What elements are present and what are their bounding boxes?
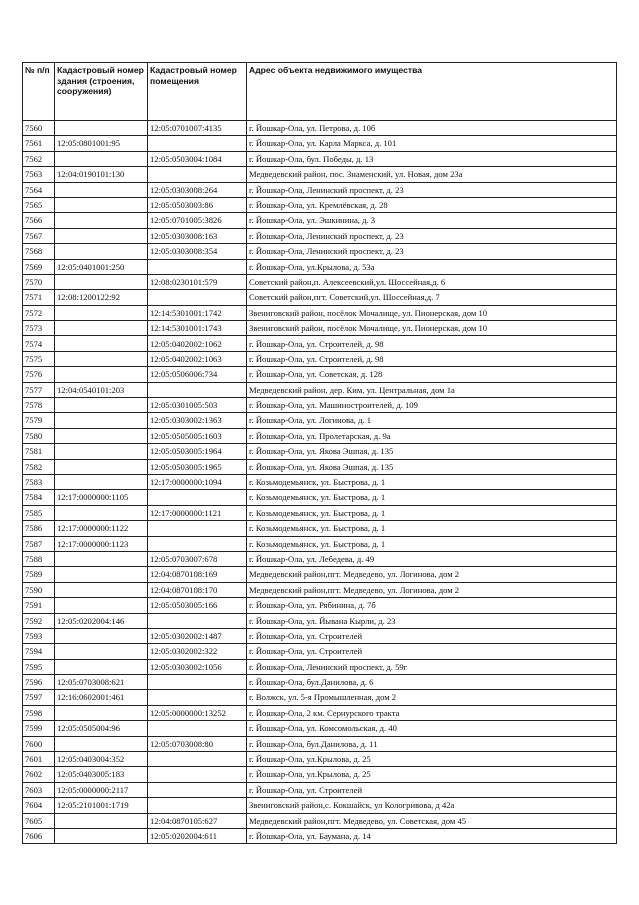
object-address: г. Йошкар-Ола, ул.Крылова, д. 53а (247, 259, 617, 274)
room-cadastral-number: 12:05:0703008:80 (148, 736, 247, 751)
table-row (23, 459, 617, 474)
room-cadastral-number (148, 382, 247, 397)
object-address: Медведевский район, дер. Ким, ул. Центральная, дом 1а (247, 382, 617, 397)
object-address: Медведевский район,пгт. Медведево, ул. Логинова, дом 2 (247, 567, 617, 582)
row-number: 7593 (23, 628, 55, 643)
row-number: 7564 (23, 182, 55, 197)
table-row (23, 136, 617, 151)
building-cadastral-number: 12:05:0505004:96 (55, 721, 148, 736)
row-number: 7592 (23, 613, 55, 628)
building-cadastral-number: 12:05:0000000:2117 (55, 782, 148, 797)
row-number: 7569 (23, 259, 55, 274)
object-address: г. Йошкар-Ола, ул. Якова Эшпая, д. 135 (247, 459, 617, 474)
row-number: 7577 (23, 382, 55, 397)
building-cadastral-number: 12:05:0202004:146 (55, 613, 148, 628)
table-row (23, 782, 617, 797)
row-number: 7568 (23, 244, 55, 259)
header-building-cadastral: Кадастровый номер здания (строения, сооружения) (55, 63, 148, 121)
building-cadastral-number (55, 474, 148, 489)
building-cadastral-number: 12:05:0401001:250 (55, 259, 148, 274)
row-number: 7589 (23, 567, 55, 582)
room-cadastral-number: 12:05:0303002:1056 (148, 659, 247, 674)
building-cadastral-number (55, 828, 148, 843)
building-cadastral-number (55, 336, 148, 351)
table-row (23, 505, 617, 520)
room-cadastral-number (148, 782, 247, 797)
property-table (22, 62, 617, 844)
row-number: 7574 (23, 336, 55, 351)
table-row (23, 351, 617, 366)
object-address: г. Йошкар-Ола, ул. Эшкинина, д. 3 (247, 213, 617, 228)
table-row (23, 536, 617, 551)
building-cadastral-number (55, 182, 148, 197)
table-row (23, 274, 617, 289)
room-cadastral-number: 12:05:0503003:86 (148, 197, 247, 212)
room-cadastral-number (148, 536, 247, 551)
room-cadastral-number: 12:17:0000000:1121 (148, 505, 247, 520)
row-number: 7598 (23, 705, 55, 720)
table-row (23, 321, 617, 336)
object-address: г. Йошкар-Ола, ул. Машиностроителей, д. 109 (247, 398, 617, 413)
building-cadastral-number (55, 551, 148, 566)
object-address: Медведевский район, пос. Знаменский, ул. Новая, дом 23а (247, 167, 617, 182)
object-address: г. Йошкар-Ола, ул.Крылова, д. 25 (247, 752, 617, 767)
table-row (23, 798, 617, 813)
table-row (23, 290, 617, 305)
object-address: г. Йошкар-Ола, ул. Комсомольская, д. 40 (247, 721, 617, 736)
room-cadastral-number (148, 767, 247, 782)
object-address: г. Йошкар-Ола, ул. Строителей (247, 782, 617, 797)
row-number: 7578 (23, 398, 55, 413)
object-address: г. Йошкар-Ола, Ленинский проспект, д. 23 (247, 182, 617, 197)
row-number: 7565 (23, 197, 55, 212)
object-address: г. Йошкар-Ола, Ленинский проспект, д. 23 (247, 228, 617, 243)
table-row (23, 828, 617, 843)
object-address: г. Йошкар-Ола, ул. Советская, д. 128 (247, 367, 617, 382)
room-cadastral-number (148, 721, 247, 736)
row-number: 7600 (23, 736, 55, 751)
object-address: г. Козьмодемьянск, ул. Быстрова, д. 1 (247, 521, 617, 536)
building-cadastral-number (55, 813, 148, 828)
table-row (23, 521, 617, 536)
building-cadastral-number (55, 151, 148, 166)
building-cadastral-number: 12:05:2101001:1719 (55, 798, 148, 813)
row-number: 7594 (23, 644, 55, 659)
table-row (23, 305, 617, 320)
row-number: 7597 (23, 690, 55, 705)
building-cadastral-number (55, 567, 148, 582)
row-number: 7583 (23, 474, 55, 489)
table-row (23, 567, 617, 582)
table-row (23, 767, 617, 782)
building-cadastral-number (55, 736, 148, 751)
table-row (23, 413, 617, 428)
room-cadastral-number: 12:08:0230101:579 (148, 274, 247, 289)
room-cadastral-number: 12:05:0303008:354 (148, 244, 247, 259)
table-row (23, 474, 617, 489)
room-cadastral-number (148, 290, 247, 305)
table-row (23, 582, 617, 597)
room-cadastral-number: 12:05:0302002:1487 (148, 628, 247, 643)
object-address: Медведевский район,пгт. Медведево, ул. Логинова, дом 2 (247, 582, 617, 597)
room-cadastral-number: 12:04:0870105:627 (148, 813, 247, 828)
row-number: 7587 (23, 536, 55, 551)
table-row (23, 213, 617, 228)
header-row-number: № п/п (23, 63, 55, 121)
table-row (23, 705, 617, 720)
object-address: Советский район,пгт. Советский,ул. Шоссейная,д. 7 (247, 290, 617, 305)
table-row (23, 721, 617, 736)
row-number: 7603 (23, 782, 55, 797)
room-cadastral-number: 12:05:0302002:322 (148, 644, 247, 659)
room-cadastral-number: 12:05:0506006:734 (148, 367, 247, 382)
object-address: г. Йошкар-Ола, ул.Крылова, д. 25 (247, 767, 617, 782)
table-row (23, 752, 617, 767)
building-cadastral-number (55, 444, 148, 459)
room-cadastral-number: 12:04:0870108:169 (148, 567, 247, 582)
row-number: 7576 (23, 367, 55, 382)
building-cadastral-number (55, 197, 148, 212)
header-address: Адрес объекта недвижимого имущества (247, 63, 617, 121)
row-number: 7581 (23, 444, 55, 459)
row-number: 7573 (23, 321, 55, 336)
table-row (23, 151, 617, 166)
building-cadastral-number (55, 398, 148, 413)
room-cadastral-number: 12:05:0701007:4135 (148, 121, 247, 136)
object-address: г. Йошкар-Ола, ул. Петрова, д. 10б (247, 121, 617, 136)
building-cadastral-number (55, 628, 148, 643)
row-number: 7571 (23, 290, 55, 305)
room-cadastral-number (148, 521, 247, 536)
building-cadastral-number (55, 459, 148, 474)
building-cadastral-number (55, 351, 148, 366)
table-row (23, 259, 617, 274)
object-address: г. Йошкар-Ола, бул.Данилова, д. 11 (247, 736, 617, 751)
room-cadastral-number: 12:05:0701005:3826 (148, 213, 247, 228)
room-cadastral-number (148, 490, 247, 505)
building-cadastral-number (55, 505, 148, 520)
building-cadastral-number (55, 244, 148, 259)
row-number: 7580 (23, 428, 55, 443)
table-row (23, 490, 617, 505)
row-number: 7561 (23, 136, 55, 151)
row-number: 7563 (23, 167, 55, 182)
table-row (23, 598, 617, 613)
room-cadastral-number: 12:05:0301005:503 (148, 398, 247, 413)
room-cadastral-number: 12:05:0503004:1084 (148, 151, 247, 166)
room-cadastral-number (148, 752, 247, 767)
table-row (23, 736, 617, 751)
row-number: 7596 (23, 675, 55, 690)
table-row (23, 244, 617, 259)
row-number: 7567 (23, 228, 55, 243)
building-cadastral-number (55, 274, 148, 289)
row-number: 7585 (23, 505, 55, 520)
room-cadastral-number (148, 675, 247, 690)
table-row (23, 197, 617, 212)
object-address: г. Козьмодемьянск, ул. Быстрова, д. 1 (247, 536, 617, 551)
row-number: 7595 (23, 659, 55, 674)
room-cadastral-number (148, 798, 247, 813)
building-cadastral-number: 12:04:0540101:203 (55, 382, 148, 397)
object-address: г. Йошкар-Ола, 2 км. Сернурского тракта (247, 705, 617, 720)
room-cadastral-number: 12:05:0303008:163 (148, 228, 247, 243)
object-address: г. Йошкар-Ола, ул. Строителей (247, 628, 617, 643)
building-cadastral-number (55, 705, 148, 720)
building-cadastral-number: 12:17:0000000:1105 (55, 490, 148, 505)
room-cadastral-number (148, 167, 247, 182)
table-row (23, 644, 617, 659)
room-cadastral-number: 12:14:5301001:1742 (148, 305, 247, 320)
row-number: 7588 (23, 551, 55, 566)
building-cadastral-number (55, 213, 148, 228)
table-row (23, 382, 617, 397)
room-cadastral-number: 12:05:0303002:1363 (148, 413, 247, 428)
building-cadastral-number (55, 582, 148, 597)
room-cadastral-number (148, 613, 247, 628)
room-cadastral-number: 12:05:0503005:166 (148, 598, 247, 613)
object-address: г. Йошкар-Ола, ул. Якова Эшпая, д. 135 (247, 444, 617, 459)
room-cadastral-number: 12:05:0503005:1964 (148, 444, 247, 459)
room-cadastral-number: 12:05:0505005:1603 (148, 428, 247, 443)
building-cadastral-number (55, 321, 148, 336)
row-number: 7604 (23, 798, 55, 813)
row-number: 7590 (23, 582, 55, 597)
building-cadastral-number: 12:17:0000000:1122 (55, 521, 148, 536)
room-cadastral-number: 12:17:0000000:1094 (148, 474, 247, 489)
object-address: г. Йошкар-Ола, Ленинский проспект, д. 23 (247, 244, 617, 259)
object-address: г. Йошкар-Ола, ул. Строителей (247, 644, 617, 659)
table-row (23, 813, 617, 828)
building-cadastral-number: 12:04:0190101:130 (55, 167, 148, 182)
building-cadastral-number (55, 598, 148, 613)
object-address: г. Йошкар-Ола, ул. Логинова, д. 1 (247, 413, 617, 428)
row-number: 7584 (23, 490, 55, 505)
header-room-cadastral: Кадастровый номер помещения (148, 63, 247, 121)
room-cadastral-number: 12:05:0202004:611 (148, 828, 247, 843)
object-address: г. Йошкар-Ола, ул. Кремлёвская, д. 28 (247, 197, 617, 212)
row-number: 7575 (23, 351, 55, 366)
object-address: Медведевский район,пгт. Медведево, ул. Советская, дом 45 (247, 813, 617, 828)
table-row (23, 659, 617, 674)
building-cadastral-number: 12:05:0703008:621 (55, 675, 148, 690)
table-row (23, 121, 617, 136)
row-number: 7570 (23, 274, 55, 289)
object-address: г. Йошкар-Ола, ул. Йывана Кырли, д. 23 (247, 613, 617, 628)
building-cadastral-number: 12:05:0801001:95 (55, 136, 148, 151)
object-address: г. Козьмодемьянск, ул. Быстрова, д. 1 (247, 505, 617, 520)
building-cadastral-number (55, 659, 148, 674)
row-number: 7601 (23, 752, 55, 767)
row-number: 7606 (23, 828, 55, 843)
table-row (23, 428, 617, 443)
building-cadastral-number: 12:05:0403004:352 (55, 752, 148, 767)
table-row (23, 367, 617, 382)
room-cadastral-number (148, 136, 247, 151)
building-cadastral-number: 12:16:0602001:461 (55, 690, 148, 705)
building-cadastral-number (55, 413, 148, 428)
object-address: г. Йошкар-Ола, ул. Лебедева, д. 49 (247, 551, 617, 566)
building-cadastral-number (55, 121, 148, 136)
object-address: Звениговский район,с. Кокшайск, ул Кологривова, д 42а (247, 798, 617, 813)
row-number: 7605 (23, 813, 55, 828)
row-number: 7579 (23, 413, 55, 428)
object-address: г. Йошкар-Ола, ул. Пролетарская, д. 9а (247, 428, 617, 443)
room-cadastral-number: 12:05:0402002:1062 (148, 336, 247, 351)
room-cadastral-number: 12:05:0503005:1965 (148, 459, 247, 474)
object-address: г. Йошкар-Ола, Ленинский проспект, д. 59г (247, 659, 617, 674)
building-cadastral-number: 12:08:1200122:92 (55, 290, 148, 305)
row-number: 7599 (23, 721, 55, 736)
header-row (23, 63, 617, 121)
row-number: 7560 (23, 121, 55, 136)
table-row (23, 182, 617, 197)
row-number: 7566 (23, 213, 55, 228)
room-cadastral-number: 12:04:0870108:170 (148, 582, 247, 597)
object-address: г. Козьмодемьянск, ул. Быстрова, д. 1 (247, 490, 617, 505)
object-address: г. Йошкар-Ола, ул. Строителей, д. 98 (247, 336, 617, 351)
table-row (23, 398, 617, 413)
object-address: г. Козьмодемьянск, ул. Быстрова, д. 1 (247, 474, 617, 489)
row-number: 7582 (23, 459, 55, 474)
table-row (23, 675, 617, 690)
row-number: 7586 (23, 521, 55, 536)
room-cadastral-number (148, 259, 247, 274)
table-row (23, 551, 617, 566)
building-cadastral-number (55, 305, 148, 320)
room-cadastral-number: 12:14:5301001:1743 (148, 321, 247, 336)
room-cadastral-number: 12:05:0303008:264 (148, 182, 247, 197)
table-row (23, 228, 617, 243)
row-number: 7591 (23, 598, 55, 613)
table-row (23, 613, 617, 628)
table-row (23, 628, 617, 643)
table-row (23, 444, 617, 459)
object-address: Советский район,п. Алексеевский,ул. Шоссейная,д. 6 (247, 274, 617, 289)
building-cadastral-number (55, 367, 148, 382)
object-address: Звениговский район, посёлок Мочалище, ул. Пионерская, дом 10 (247, 305, 617, 320)
row-number: 7562 (23, 151, 55, 166)
table-row (23, 690, 617, 705)
table-row (23, 336, 617, 351)
room-cadastral-number: 12:05:0000000:13252 (148, 705, 247, 720)
object-address: г. Йошкар-Ола, ул. Баумана, д. 14 (247, 828, 617, 843)
object-address: Звениговский район, посёлок Мочалище, ул. Пионерская, дом 10 (247, 321, 617, 336)
property-table-sheet (22, 62, 617, 844)
building-cadastral-number: 12:17:0000000:1123 (55, 536, 148, 551)
building-cadastral-number: 12:05:0403005:183 (55, 767, 148, 782)
room-cadastral-number (148, 690, 247, 705)
table-body (23, 121, 617, 844)
object-address: г. Волжск, ул. 5-я Промышленная, дом 2 (247, 690, 617, 705)
object-address: г. Йошкар-Ола, ул. Рябинина, д. 7б (247, 598, 617, 613)
building-cadastral-number (55, 644, 148, 659)
table-row (23, 167, 617, 182)
object-address: г. Йошкар-Ола, ул. Строителей, д. 98 (247, 351, 617, 366)
row-number: 7602 (23, 767, 55, 782)
object-address: г. Йошкар-Ола, ул. Карла Маркса, д. 101 (247, 136, 617, 151)
object-address: г. Йошкар-Ола, бул. Победы, д. 13 (247, 151, 617, 166)
building-cadastral-number (55, 228, 148, 243)
building-cadastral-number (55, 428, 148, 443)
object-address: г. Йошкар-Ола, бул.Данилова, д. 6 (247, 675, 617, 690)
row-number: 7572 (23, 305, 55, 320)
room-cadastral-number: 12:05:0402002:1063 (148, 351, 247, 366)
room-cadastral-number: 12:05:0703007:678 (148, 551, 247, 566)
